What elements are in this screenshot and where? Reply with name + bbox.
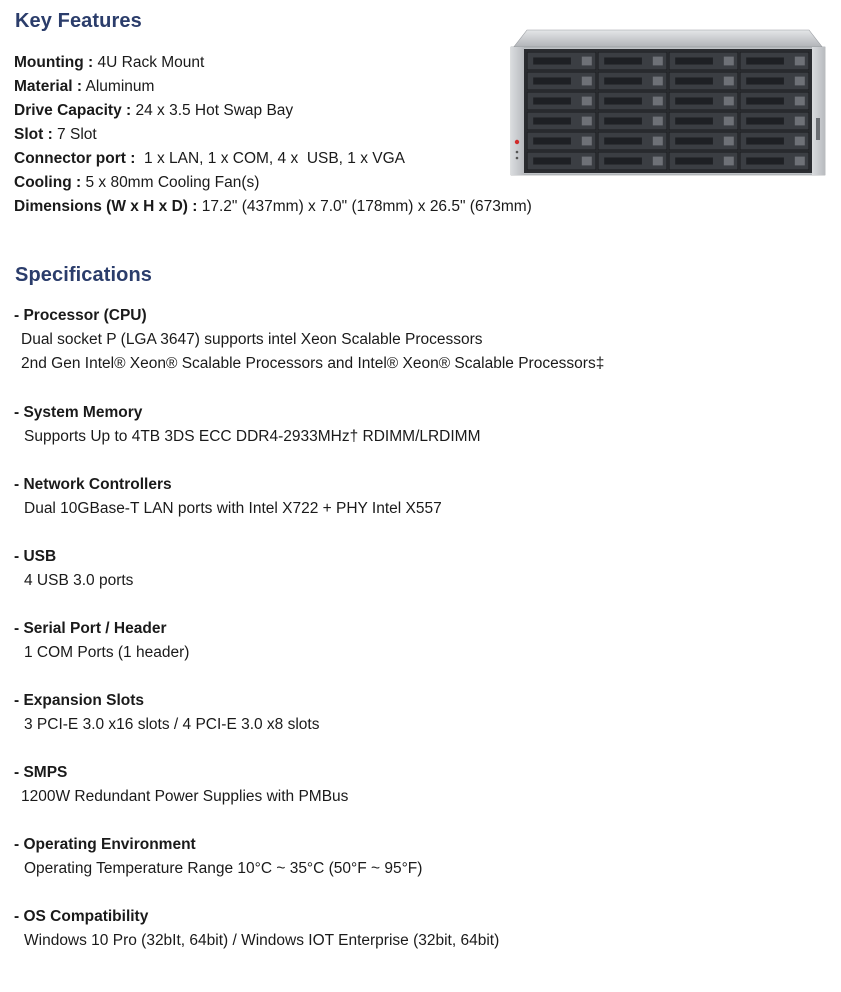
drive-bay-vent bbox=[533, 97, 571, 104]
feature-material bbox=[14, 75, 574, 99]
drive-bay-latch bbox=[795, 57, 805, 66]
spec-heading: - OS Compatibility bbox=[14, 908, 149, 925]
drive-bay-vent bbox=[675, 157, 713, 164]
drive-bay-latch bbox=[795, 157, 805, 166]
drive-bay-latch bbox=[653, 77, 663, 86]
drive-bay-vent bbox=[533, 57, 571, 64]
drive-bay-latch bbox=[653, 97, 663, 106]
spec-line: Windows 10 Pro (32bIt, 64bit) / Windows IOT Enterprise (32bit, 64bit) bbox=[24, 932, 500, 949]
feature-label: Connector port : bbox=[14, 150, 136, 167]
drive-bay-vent bbox=[746, 157, 784, 164]
feature-label: Drive Capacity : bbox=[14, 102, 132, 119]
spec-heading: - USB bbox=[14, 548, 57, 565]
spec-heading: - Network Controllers bbox=[14, 476, 172, 493]
feature-dimensions bbox=[14, 195, 574, 219]
spec-system-memory bbox=[14, 401, 814, 449]
spec-network-controllers bbox=[14, 473, 814, 521]
server-chassis-image bbox=[509, 28, 827, 177]
spec-os-compatibility bbox=[14, 905, 814, 953]
drive-bay-latch bbox=[582, 117, 592, 126]
drive-bay-latch bbox=[724, 137, 734, 146]
drive-bay-latch bbox=[724, 57, 734, 66]
spec-expansion-slots bbox=[14, 689, 814, 737]
drive-bay-latch bbox=[724, 117, 734, 126]
feature-label: Cooling : bbox=[14, 174, 82, 191]
drive-bay-vent bbox=[675, 137, 713, 144]
spec-line: 2nd Gen Intel® Xeon® Scalable Processors and Intel® Xeon® Scalable Processors‡ bbox=[21, 355, 605, 372]
feature-connector-port bbox=[14, 147, 574, 171]
spec-line: 1 COM Ports (1 header) bbox=[24, 644, 190, 661]
feature-value: 24 x 3.5 Hot Swap Bay bbox=[131, 102, 294, 119]
drive-bay-vent bbox=[604, 77, 642, 84]
spec-heading: - SMPS bbox=[14, 764, 68, 781]
spec-line: 4 USB 3.0 ports bbox=[24, 572, 134, 589]
drive-bay-vent bbox=[604, 157, 642, 164]
spec-line: Operating Temperature Range 10°C ~ 35°C (50°F ~ 95°F) bbox=[24, 860, 423, 877]
feature-label: Mounting : bbox=[14, 54, 94, 71]
drive-bay-latch bbox=[795, 137, 805, 146]
feature-label: Dimensions (W x H x D) : bbox=[14, 198, 198, 215]
drive-bay-vent bbox=[746, 97, 784, 104]
drive-bay-vent bbox=[746, 137, 784, 144]
specifications-title: Specifications bbox=[15, 264, 152, 286]
feature-value: 17.2" (437mm) x 7.0" (178mm) x 26.5" (673mm) bbox=[197, 198, 532, 215]
feature-value: 5 x 80mm Cooling Fan(s) bbox=[81, 174, 260, 191]
feature-value: Aluminum bbox=[82, 78, 155, 95]
spec-line: 3 PCI-E 3.0 x16 slots / 4 PCI-E 3.0 x8 slots bbox=[24, 716, 320, 733]
drive-bay-latch bbox=[653, 157, 663, 166]
key-features-list bbox=[14, 51, 574, 219]
drive-bay-latch bbox=[582, 57, 592, 66]
drive-bay-vent bbox=[604, 57, 642, 64]
drive-bay-latch bbox=[653, 137, 663, 146]
drive-bay-vent bbox=[533, 137, 571, 144]
spec-line: Dual socket P (LGA 3647) supports intel Xeon Scalable Processors bbox=[21, 331, 483, 348]
spec-line: 1200W Redundant Power Supplies with PMBus bbox=[21, 788, 349, 805]
key-features-title: Key Features bbox=[15, 10, 142, 32]
drive-bay-vent bbox=[675, 117, 713, 124]
spec-heading: - Expansion Slots bbox=[14, 692, 145, 709]
feature-slot bbox=[14, 123, 574, 147]
feature-value: 7 Slot bbox=[52, 126, 97, 143]
feature-label: Slot : bbox=[14, 126, 53, 143]
spec-heading: - Serial Port / Header bbox=[14, 620, 167, 637]
drive-bay-latch bbox=[795, 117, 805, 126]
drive-bay-vent bbox=[533, 77, 571, 84]
drive-bay-latch bbox=[582, 77, 592, 86]
drive-bay-latch bbox=[724, 97, 734, 106]
drive-bay-latch bbox=[582, 97, 592, 106]
drive-bay-vent bbox=[675, 57, 713, 64]
drive-bay-latch bbox=[724, 157, 734, 166]
drive-bay-latch bbox=[724, 77, 734, 86]
spec-operating-environment bbox=[14, 833, 814, 881]
drive-bay-latch bbox=[795, 97, 805, 106]
spec-heading: - Operating Environment bbox=[14, 836, 196, 853]
drive-bay-latch bbox=[582, 137, 592, 146]
drive-bay-vent bbox=[746, 117, 784, 124]
feature-drive-capacity bbox=[14, 99, 574, 123]
drive-bay-vent bbox=[604, 117, 642, 124]
drive-bay-vent bbox=[675, 97, 713, 104]
spec-line: Supports Up to 4TB 3DS ECC DDR4-2933MHz† RDIMM/LRDIMM bbox=[24, 428, 481, 445]
drive-bay-vent bbox=[533, 117, 571, 124]
spec-line: Dual 10GBase-T LAN ports with Intel X722 + PHY Intel X557 bbox=[24, 500, 442, 517]
feature-value: 4U Rack Mount bbox=[93, 54, 205, 71]
feature-mounting bbox=[14, 51, 574, 75]
drive-bay-latch bbox=[795, 77, 805, 86]
feature-label: Material : bbox=[14, 78, 83, 95]
spec-usb bbox=[14, 545, 814, 593]
drive-bay-vent bbox=[675, 77, 713, 84]
spec-heading: - System Memory bbox=[14, 404, 143, 421]
drive-bay-vent bbox=[604, 97, 642, 104]
drive-bay-latch bbox=[582, 157, 592, 166]
drive-bay-vent bbox=[746, 57, 784, 64]
spec-smps bbox=[14, 761, 814, 809]
spec-processor bbox=[14, 304, 814, 376]
drive-bay-vent bbox=[746, 77, 784, 84]
drive-bay-latch bbox=[653, 57, 663, 66]
drive-bay-vent bbox=[604, 137, 642, 144]
feature-value: 1 x LAN, 1 x COM, 4 x USB, 1 x VGA bbox=[135, 150, 406, 167]
spec-serial-port bbox=[14, 617, 814, 665]
feature-cooling bbox=[14, 171, 574, 195]
drive-bay-vent bbox=[533, 157, 571, 164]
drive-bay-latch bbox=[653, 117, 663, 126]
spec-heading: - Processor (CPU) bbox=[14, 307, 147, 324]
